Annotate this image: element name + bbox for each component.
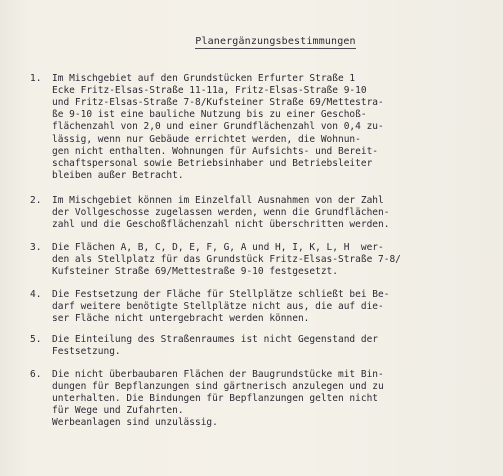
provision-number: 2.	[30, 195, 42, 206]
provision-line: gen nicht enthalten. Wohnungen für Aufsichts- und Bereit-	[52, 145, 379, 157]
provision-line: ße 9-10 ist eine bauliche Nutzung bis zu einer Geschoß-	[52, 109, 367, 121]
provision-number: 6.	[30, 369, 42, 380]
provision-line: Die nicht überbaubaren Flächen der Baugrundstücke mit Bin-	[52, 369, 384, 380]
provision-line: lässig, wenn nur Gebäude errichtet werden, die Wohnun-	[52, 133, 361, 145]
document-title-text: Planergänzungsbestimmungen	[195, 36, 356, 47]
provision-line: Im Mischgebiet auf den Grundstücken Erfurter Straße 1	[52, 73, 356, 84]
provision-line: schaftspersonal sowie Betriebsinhaber und Betriebsleiter	[52, 157, 373, 169]
provision-line: unterhalten. Die Bindungen für Bepflanzungen gelten nicht	[52, 393, 379, 405]
provision-number: 4.	[30, 289, 42, 300]
provision-line: Die Festsetzung der Fläche für Stellplätze schließt bei Be-	[52, 289, 390, 300]
provision-line: zahl und die Geschoßflächenzahl nicht überschritten werden.	[52, 219, 390, 231]
provision-line: dungen für Bepflanzungen sind gärtnerisch anzulegen und zu	[52, 381, 384, 393]
provision-line: Kufsteiner Straße 69/Mettestraße 9-10 festgesetzt.	[52, 266, 338, 278]
provision-line: den als Stellplatz für das Grundstück Fritz-Elsas-Straße 7-8/	[52, 254, 401, 266]
provision-line: Die Flächen A, B, C, D, E, F, G, A und H, I, K, L, H wer-	[52, 242, 384, 253]
provision-line: Die Einteilung des Straßenraumes ist nicht Gegenstand der	[52, 334, 379, 345]
provision-line: Werbeanlagen sind unzulässig.	[52, 417, 218, 429]
provision-line: flächenzahl von 2,0 und einer Grundflächenzahl von 0,4 zu-	[52, 121, 384, 133]
provision-line: Ecke Fritz-Elsas-Straße 11-11a, Fritz-Elsas-Straße 9-10	[52, 85, 367, 97]
document-title	[24, 36, 503, 47]
provision-line: ser Fläche nicht untergebracht werden können.	[52, 313, 310, 325]
provision-line: darf weitere benötigte Stellplätze nicht aus, die auf die-	[52, 301, 384, 313]
provision-line: Festsetzung.	[52, 346, 121, 358]
provision-number: 1.	[30, 73, 42, 84]
provision-line: und Fritz-Elsas-Straße 7-8/Kufsteiner Straße 69/Mettestra-	[52, 97, 384, 109]
provision-number: 5.	[30, 334, 42, 345]
provision-line: bleiben außer Betracht.	[52, 169, 184, 181]
provision-line: der Vollgeschosse zugelassen werden, wenn die Grundflächen-	[52, 207, 390, 219]
provision-number: 3.	[30, 242, 42, 253]
provision-line: Im Mischgebiet können im Einzelfall Ausnahmen von der Zahl	[52, 195, 384, 206]
provision-line: für Wege und Zufahrten.	[52, 405, 184, 417]
